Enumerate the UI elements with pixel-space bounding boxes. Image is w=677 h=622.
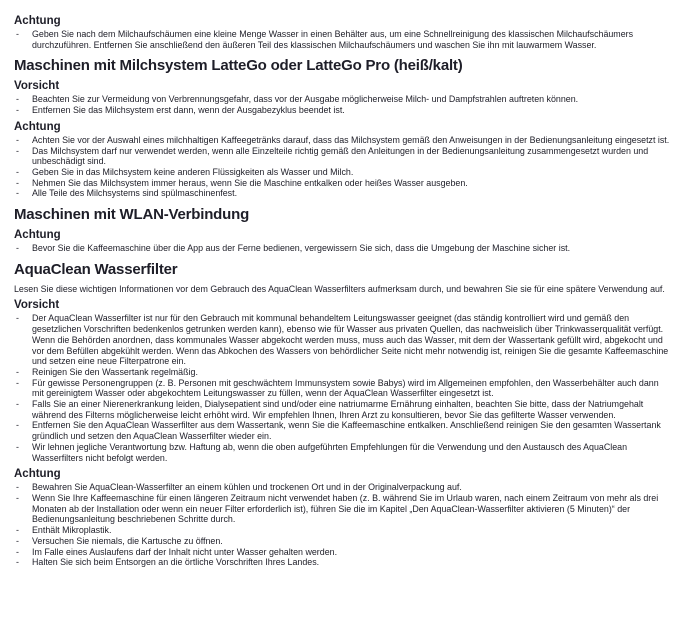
bullet-list bbox=[14, 135, 671, 199]
list-item-text: Bevor Sie die Kaffeemaschine über die App aus der Ferne bedienen, vergewissern Sie sich, dass die Umgebung der Maschine sicher ist. bbox=[32, 243, 571, 254]
bullet-list bbox=[14, 243, 671, 254]
section-heading: Maschinen mit WLAN-Verbindung bbox=[14, 206, 250, 224]
list-item bbox=[14, 420, 671, 441]
list-item-text: Wenn Sie Ihre Kaffeemaschine für einen längeren Zeitraum nicht verwendet haben (z. B. während Sie im Urlaub waren, nach einem Zeitraum von mehr als drei Monaten ab der Installation oder wenn ein neuer Filter erforderlich ist), führen Sie die im Kapitel „Den AquaClean-Wasserfilter aktivieren (5 Minuten)“ der Bedienungsanleitung beschriebenen Schritte durch. bbox=[32, 492, 659, 525]
document-body bbox=[14, 15, 671, 568]
list-item bbox=[14, 105, 671, 116]
list-item bbox=[14, 399, 671, 420]
bullet-dash: - bbox=[16, 313, 19, 324]
list-item bbox=[14, 493, 671, 525]
list-item bbox=[14, 167, 671, 178]
bullet-dash: - bbox=[16, 105, 19, 116]
list-item-text: Enthält Mikroplastik. bbox=[32, 525, 112, 536]
list-item bbox=[14, 188, 671, 199]
alert-heading: Achtung bbox=[14, 468, 61, 481]
bullet-dash: - bbox=[16, 145, 19, 156]
list-item-text: Versuchen Sie niemals, die Kartusche zu öffnen. bbox=[32, 535, 223, 546]
bullet-dash: - bbox=[16, 94, 19, 105]
bullet-dash: - bbox=[16, 492, 19, 503]
list-item-text: Nehmen Sie das Milchsystem immer heraus, wenn Sie die Maschine entkalken oder heißes Wasser ausgeben. bbox=[32, 177, 468, 188]
list-item bbox=[14, 547, 671, 558]
list-item bbox=[14, 243, 671, 254]
bullet-dash: - bbox=[16, 366, 19, 377]
bullet-dash: - bbox=[16, 441, 19, 452]
list-item-text: Geben Sie in das Milchsystem keine anderen Flüssigkeiten als Wasser und Milch. bbox=[32, 166, 354, 177]
section-heading: Maschinen mit Milchsystem LatteGo oder LatteGo Pro (heiß/kalt) bbox=[14, 57, 463, 75]
bullet-dash: - bbox=[16, 546, 19, 557]
alert-heading: Achtung bbox=[14, 15, 61, 27]
alert-heading: Vorsicht bbox=[14, 80, 60, 93]
bullet-list bbox=[14, 482, 671, 568]
list-item-text: Falls Sie an einer Nierenerkrankung leiden, Dialysepatient sind und/oder eine natriumarme Ernährung einhalten, beachten Sie bitte, dass der Natriumgehalt während des Filterns möglicherweise leicht erhöht wird. Wir empfehlen Ihnen, Ihren Arzt zu konsultieren, bevor Sie das gefilterte Wasser verwenden. bbox=[32, 399, 644, 420]
list-item bbox=[14, 94, 671, 105]
bullet-list bbox=[14, 94, 671, 115]
list-item-text: Im Falle eines Auslaufens darf der Inhalt nicht unter Wasser gehalten werden. bbox=[32, 546, 338, 557]
list-item-text: Reinigen Sie den Wassertank regelmäßig. bbox=[32, 366, 198, 377]
list-item bbox=[14, 525, 671, 536]
list-item-text: Wir lehnen jegliche Verantwortung bzw. Haftung ab, wenn die oben aufgeführten Empfehlungen für die Verwendung und den Austausch des AquaClean Wasserfilters nicht befolgt werden. bbox=[32, 441, 628, 463]
list-item-text: Halten Sie sich beim Entsorgen an die örtliche Vorschriften Ihres Landes. bbox=[32, 557, 320, 568]
list-item-text: Der AquaClean Wasserfilter ist nur für den Gebrauch mit kommunal behandeltem Leitungswasser geeignet (das ständig kontrolliert wird und gemäß den gesetzlichen Vorschriften bedenkenlos getrunken werden kann), ebenso wie für Wasser aus privaten Quellen, das nachweislich über Trinkwasserqualität verfügt. Wenn die Behörden anordnen, dass kommunales Wasser abgekocht werden muss, muss auch das Wasser, mit dem der Wassertank gefüllt wird, abgekocht und vor dem Befüllen abgekühlt werden. Wenn das Abkochen des Wassers von behördlicher Seite nicht mehr notwendig ist, reinigen Sie die gesamte Kaffeemaschine und setzen eine neue Filterpatrone ein. bbox=[32, 313, 669, 367]
bullet-dash: - bbox=[16, 482, 19, 493]
paragraph: Lesen Sie diese wichtigen Informationen vor dem Gebrauch des AquaClean Wasserfilters aufmerksam durch, und bewahren Sie sie für eine spätere Verwendung auf. bbox=[14, 283, 665, 294]
bullet-dash: - bbox=[16, 188, 19, 199]
bullet-dash: - bbox=[16, 399, 19, 410]
bullet-dash: - bbox=[16, 166, 19, 177]
bullet-dash: - bbox=[16, 525, 19, 536]
list-item-text: Geben Sie nach dem Milchaufschäumen eine kleine Menge Wasser in einen Behälter aus, um eine Schnellreinigung des klassischen Milchaufschäumers durchzuführen. Entfernen Sie anschließend den äußeren Teil des klassischen Milchaufschäumers und waschen Sie ihn mit lauwarmem Wasser. bbox=[32, 29, 634, 50]
list-item bbox=[14, 178, 671, 189]
bullet-list bbox=[14, 313, 671, 463]
alert-heading: Achtung bbox=[14, 120, 61, 133]
bullet-dash: - bbox=[16, 134, 19, 145]
bullet-dash: - bbox=[16, 377, 19, 388]
list-item bbox=[14, 29, 671, 50]
list-item-text: Für gewisse Personengruppen (z. B. Personen mit geschwächtem Immunsystem sowie Babys) wird im Allgemeinen empfohlen, den Wasserbehälter auch dann mit gereinigtem Wasser oder abgekochtem Leitungswasser zu füllen, wenn der AquaClean Wasserfilter eingesetzt ist. bbox=[32, 377, 659, 399]
bullet-dash: - bbox=[16, 557, 19, 568]
section-heading: AquaClean Wasserfilter bbox=[14, 260, 178, 278]
bullet-dash: - bbox=[16, 535, 19, 546]
bullet-list bbox=[14, 29, 671, 50]
list-item bbox=[14, 442, 671, 463]
list-item-text: Achten Sie vor der Auswahl eines milchhaltigen Kaffeegetränks darauf, dass das Milchsystem gemäß den Anweisungen in der Bedienungsanleitung eingesetzt ist. bbox=[32, 134, 670, 145]
list-item bbox=[14, 313, 671, 367]
list-item bbox=[14, 367, 671, 378]
bullet-dash: - bbox=[16, 29, 19, 39]
alert-heading: Vorsicht bbox=[14, 299, 60, 312]
list-item-text: Entfernen Sie das Milchsystem erst dann, wenn der Ausgabezyklus beendet ist. bbox=[32, 105, 345, 116]
list-item bbox=[14, 146, 671, 167]
list-item-text: Entfernen Sie den AquaClean Wasserfilter aus dem Wassertank, wenn Sie die Kaffeemaschine entkalken. Anschließend reinigen Sie den gesamten Wassertank gründlich und setzen den AquaClean Wasserfilter wieder ein. bbox=[32, 420, 661, 442]
list-item bbox=[14, 536, 671, 547]
bullet-dash: - bbox=[16, 177, 19, 188]
list-item bbox=[14, 378, 671, 399]
list-item-text: Alle Teile des Milchsystems sind spülmaschinenfest. bbox=[32, 188, 238, 199]
list-item bbox=[14, 557, 671, 568]
list-item-text: Beachten Sie zur Vermeidung von Verbrennungsgefahr, dass vor der Ausgabe möglicherweise Milch- und Dampfstrahlen auftreten können. bbox=[32, 94, 579, 105]
list-item bbox=[14, 135, 671, 146]
list-item-text: Bewahren Sie AquaClean-Wasserfilter an einem kühlen und trockenen Ort und in der Originalverpackung auf. bbox=[32, 482, 462, 493]
bullet-dash: - bbox=[16, 420, 19, 431]
list-item bbox=[14, 482, 671, 493]
alert-heading: Achtung bbox=[14, 229, 61, 242]
list-item-text: Das Milchsystem darf nur verwendet werden, wenn alle Einzelteile richtig gemäß den Anleitungen in der Bedienungsanleitung zusammengesetzt wurden und unbeschädigt sind. bbox=[32, 145, 649, 167]
bullet-dash: - bbox=[16, 243, 19, 254]
